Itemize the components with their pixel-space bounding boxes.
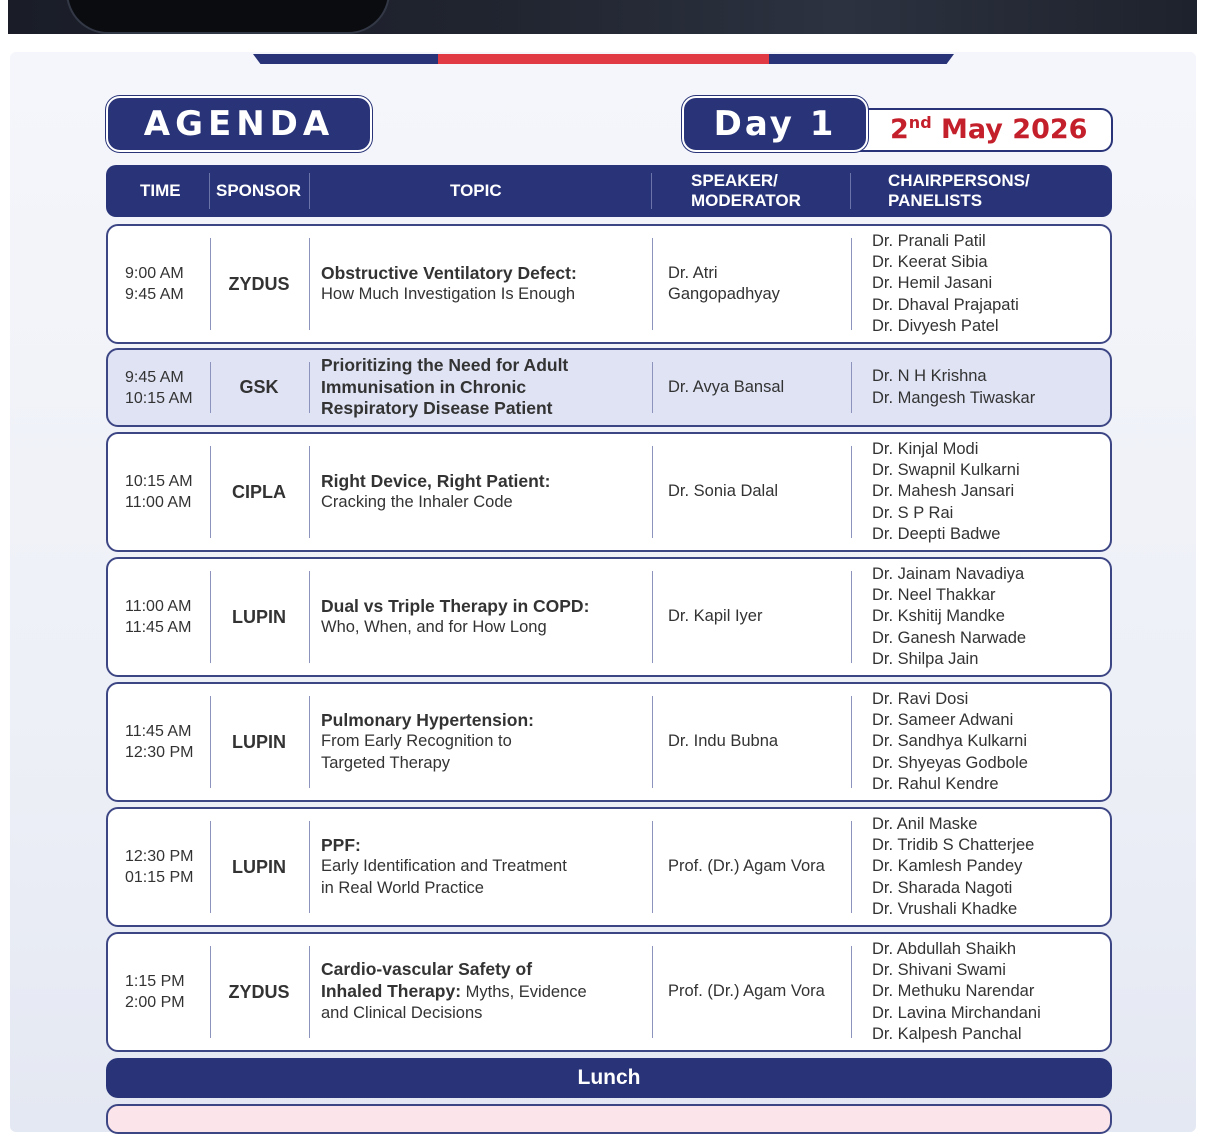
sponsor: LUPIN [232, 606, 286, 627]
chairpersons [872, 350, 1108, 425]
panelist: Dr. Keerat Sibia [872, 253, 988, 272]
decor-stripe-left [253, 54, 439, 64]
panelist: Dr. Abdullah Shaikh [872, 939, 1017, 958]
topic-title: Pulmonary Hypertension: [321, 709, 534, 730]
topic-subtitle: From Early Recognition to [321, 732, 512, 751]
topic-subtitle: How Much Investigation Is Enough [321, 285, 576, 303]
col-header-speaker-line1: SPEAKER/ [691, 171, 778, 190]
speaker [668, 809, 853, 925]
row-divider [652, 446, 653, 538]
session-topic [321, 809, 651, 925]
row-divider [309, 696, 310, 788]
start-time: 12:30 PM [125, 848, 194, 865]
col-header-sponsor: SPONSOR [216, 181, 302, 200]
row-divider [309, 238, 310, 330]
row-divider [851, 362, 852, 413]
panelist: Dr. Divyesh Patel [872, 316, 999, 335]
col-header-time: TIME [140, 181, 181, 200]
topic-title: Cardio-vascular Safety of [321, 959, 533, 980]
session-time [125, 226, 215, 342]
sponsor: ZYDUS [228, 981, 290, 1002]
speaker-line: Dr. Atri [668, 263, 718, 282]
row-divider [851, 571, 852, 663]
start-time: 1:15 PM [125, 973, 185, 990]
speaker [668, 934, 853, 1050]
speaker [668, 226, 853, 342]
col-header-topic: TOPIC [450, 181, 502, 200]
sponsor: LUPIN [232, 856, 286, 877]
topic-subtitle: Targeted Therapy [321, 753, 451, 772]
start-time: 9:45 AM [125, 368, 184, 386]
panelist: Dr. Kshitij Mandke [872, 607, 1005, 626]
start-time: 9:00 AM [125, 265, 184, 282]
decor-stripe-middle [438, 54, 770, 64]
speaker-line: Dr. Sonia Dalal [668, 482, 779, 501]
header-divider [850, 173, 851, 209]
panelist: Dr. Methuku Narendar [872, 982, 1035, 1001]
session-topic [321, 934, 651, 1050]
session-time [125, 684, 215, 800]
panelist: Dr. Sameer Adwani [872, 711, 1014, 730]
topic-title: Right Device, Right Patient: [321, 470, 551, 491]
row-divider [309, 362, 310, 413]
start-time: 11:45 AM [125, 723, 192, 740]
panelist: Dr. Hemil Jasani [872, 274, 993, 293]
sponsor: ZYDUS [228, 273, 290, 294]
chairpersons [872, 684, 1108, 800]
topic-title-line: Immunisation in Chronic [321, 376, 527, 397]
row-divider [309, 571, 310, 663]
table-header [106, 165, 1112, 217]
speaker-line: Dr. Avya Bansal [668, 377, 785, 396]
session-time [125, 934, 215, 1050]
row-divider [851, 821, 852, 913]
topic-subtitle: Cracking the Inhaler Code [321, 493, 513, 511]
panelist: Dr. Mahesh Jansari [872, 482, 1015, 501]
topic-title: Dual vs Triple Therapy in COPD: [321, 595, 590, 616]
panelist: Dr. N H Krishna [872, 367, 987, 386]
speaker-line: Dr. Indu Bubna [668, 732, 779, 751]
speaker-line: Prof. (Dr.) Agam Vora [668, 982, 825, 1001]
date-suffix: nd [908, 113, 932, 132]
panelist: Dr. Tridib S Chatterjee [872, 836, 1035, 855]
speaker-line: Prof. (Dr.) Agam Vora [668, 857, 825, 876]
start-time: 10:15 AM [125, 473, 193, 490]
panelist: Dr. Anil Maske [872, 814, 978, 833]
top-banner-image [8, 0, 1197, 34]
panelist: Dr. Lavina Mirchandani [872, 1003, 1041, 1022]
panelist: Dr. Jainam Navadiya [872, 564, 1025, 583]
panelist: Dr. Shivani Swami [872, 961, 1006, 980]
col-header-speaker-line2: MODERATOR [691, 191, 801, 210]
row-divider [309, 446, 310, 538]
session-time [125, 559, 215, 675]
topic-title-line: Prioritizing the Need for Adult [321, 355, 569, 376]
col-header-speaker [691, 165, 801, 217]
panelist: Dr. Ravi Dosi [872, 689, 969, 708]
row-divider [652, 696, 653, 788]
col-header-chairs-line2: PANELISTS [888, 191, 983, 210]
session-row [106, 224, 1112, 344]
topic-subtitle: Who, When, and for How Long [321, 618, 547, 636]
sponsor: CIPLA [232, 481, 286, 502]
end-time: 9:45 AM [125, 286, 184, 303]
topic-subtitle: and Clinical Decisions [321, 1004, 483, 1023]
panelist: Dr. Swapnil Kulkarni [872, 461, 1020, 480]
topic-title-part: Inhaled Therapy: [321, 980, 462, 1001]
date-month-year: May 2026 [941, 114, 1088, 145]
session-topic [321, 434, 651, 550]
topic-subtitle: Early Identification and Treatment [321, 857, 567, 876]
session-topic [321, 684, 651, 800]
chairpersons [872, 559, 1108, 675]
col-header-chairs-line1: CHAIRPERSONS/ [888, 171, 1030, 190]
session-topic [321, 559, 651, 675]
session-time [125, 809, 215, 925]
session-row [106, 932, 1112, 1052]
session-topic [321, 350, 651, 425]
header-divider [651, 173, 652, 209]
session-time [125, 434, 215, 550]
banner-device-shape [68, 0, 388, 32]
panelist: Dr. Mangesh Tiwaskar [872, 388, 1036, 407]
topic-title: PPF: [321, 834, 361, 855]
session-row [106, 557, 1112, 677]
panelist: Dr. Sandhya Kulkarni [872, 732, 1028, 751]
speaker-line: Gangopadhyay [668, 285, 780, 303]
sponsor: GSK [239, 377, 279, 397]
session-time [125, 350, 215, 425]
row-divider [652, 946, 653, 1038]
date-day: 2 [890, 114, 909, 145]
chairpersons [872, 226, 1108, 342]
end-time: 11:45 AM [125, 619, 192, 636]
topic-title: Obstructive Ventilatory Defect: [321, 262, 577, 283]
end-time: 11:00 AM [125, 494, 192, 511]
start-time: 11:00 AM [125, 598, 192, 615]
header-divider [209, 173, 210, 209]
panelist: Dr. Neel Thakkar [872, 586, 996, 605]
session-row [106, 682, 1112, 802]
row-divider [652, 362, 653, 413]
chairpersons [872, 809, 1108, 925]
panelist: Dr. Kalpesh Panchal [872, 1024, 1022, 1043]
speaker [668, 559, 853, 675]
topic-title-line: Respiratory Disease Patient [321, 398, 553, 419]
panelist: Dr. Kinjal Modi [872, 439, 979, 458]
panelist: Dr. Vrushali Khadke [872, 899, 1018, 918]
row-divider [309, 821, 310, 913]
panelist: Dr. Deepti Badwe [872, 524, 1001, 543]
panelist: Dr. S P Rai [872, 503, 954, 522]
lunch-break-banner: Lunch [106, 1058, 1112, 1098]
sponsor: LUPIN [232, 731, 286, 752]
agenda-title: AGENDA [106, 96, 372, 152]
topic-subtitle: Myths, Evidence [461, 982, 587, 1001]
decor-stripe-right [769, 54, 954, 64]
session-row [106, 432, 1112, 552]
panelist: Dr. Sharada Nagoti [872, 878, 1013, 897]
end-time: 12:30 PM [125, 744, 194, 761]
header-divider [309, 173, 310, 209]
day-label: Day 1 [682, 96, 868, 152]
row-divider [851, 446, 852, 538]
session-topic [321, 226, 651, 342]
row-divider [652, 821, 653, 913]
session-row [106, 348, 1112, 427]
panelist: Dr. Kamlesh Pandey [872, 857, 1023, 876]
row-divider [652, 571, 653, 663]
end-time: 01:15 PM [125, 869, 194, 886]
row-divider [309, 946, 310, 1038]
panelist: Dr. Pranali Patil [872, 231, 986, 250]
end-time: 10:15 AM [125, 389, 193, 407]
panelist: Dr. Shilpa Jain [872, 649, 979, 668]
chairpersons [872, 934, 1108, 1050]
speaker [668, 350, 853, 425]
panelist: Dr. Ganesh Narwade [872, 628, 1027, 647]
col-header-chairs [888, 165, 1030, 217]
row-divider [851, 238, 852, 330]
panelist: Dr. Rahul Kendre [872, 774, 999, 793]
chairpersons [872, 434, 1108, 550]
end-time: 2:00 PM [125, 994, 185, 1011]
speaker [668, 434, 853, 550]
next-session-row-partial [106, 1104, 1112, 1134]
speaker-line: Dr. Kapil Iyer [668, 607, 763, 626]
row-divider [652, 238, 653, 330]
date-label [890, 110, 1110, 150]
topic-subtitle: in Real World Practice [321, 878, 484, 897]
session-row [106, 807, 1112, 927]
panelist: Dr. Shyeyas Godbole [872, 753, 1028, 772]
row-divider [851, 946, 852, 1038]
row-divider [851, 696, 852, 788]
speaker [668, 684, 853, 800]
panelist: Dr. Dhaval Prajapati [872, 295, 1019, 314]
